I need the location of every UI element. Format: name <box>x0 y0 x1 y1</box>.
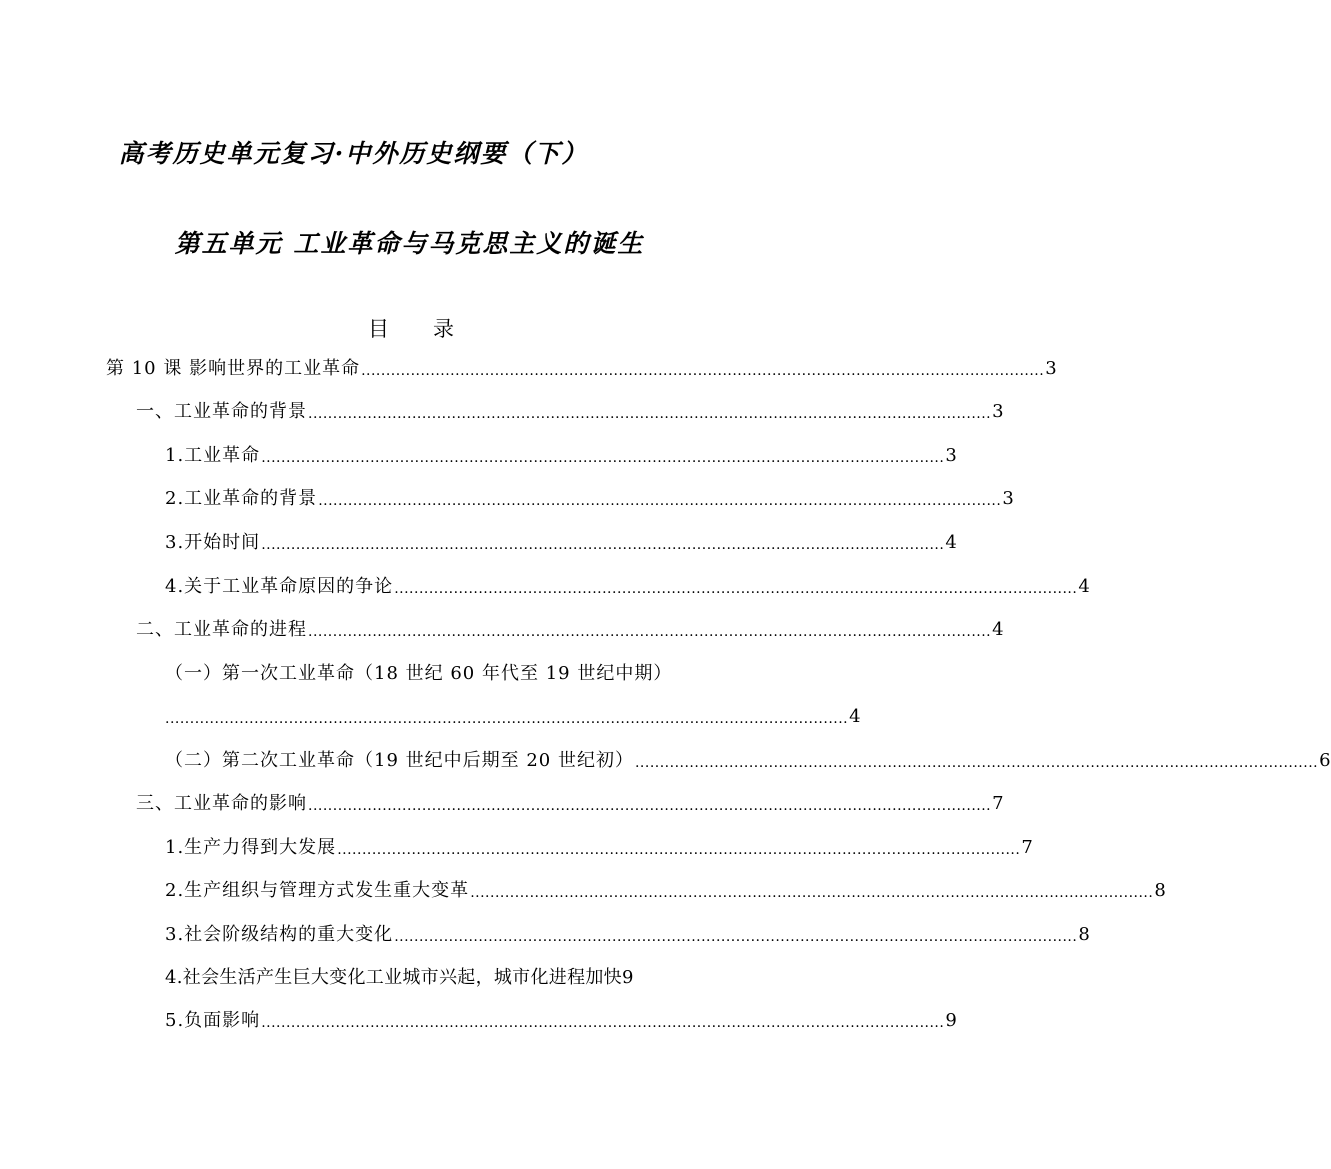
toc-entry[interactable] <box>165 484 1014 514</box>
document-title: 高考历史单元复习·中外历史纲要（下） <box>118 139 589 168</box>
toc-entry[interactable] <box>165 1006 957 1036</box>
toc-page-number: 3 <box>992 401 1004 422</box>
toc-page-number: 9 <box>621 967 634 988</box>
toc-entry[interactable] <box>136 397 1004 427</box>
toc-entry-text: 4.关于工业革命原因的争论 <box>165 576 394 597</box>
toc-page-number: 7 <box>1021 837 1033 858</box>
toc-leader: .......................................................................................................................................... <box>165 711 849 727</box>
toc-page-number: 4 <box>992 619 1004 640</box>
toc-entry-text: 三、工业革命的影响 <box>136 793 307 814</box>
toc-page-number: 6 <box>1319 750 1331 771</box>
toc-entry[interactable] <box>165 659 720 689</box>
toc-leader: .......................................................................................................................................... <box>308 624 992 640</box>
toc-page-number: 8 <box>1154 880 1166 901</box>
toc-entry-text: 2.工业革命的背景 <box>165 488 318 509</box>
toc-page-number: 4 <box>849 706 861 727</box>
toc-page-number: 9 <box>945 1010 957 1031</box>
toc-entry[interactable] <box>165 572 1090 602</box>
toc-page-number: 4 <box>1078 576 1090 597</box>
toc-entry[interactable] <box>165 441 957 471</box>
toc-entry-text: 二、工业革命的进程 <box>136 619 307 640</box>
toc-entry[interactable] <box>165 833 1033 863</box>
toc-page-number: 3 <box>1002 488 1014 509</box>
toc-leader: .......................................................................................................................................... <box>634 755 1319 771</box>
toc-entry-text: （二）第二次工业革命（19 世纪中后期至 20 世纪初） <box>165 750 634 771</box>
toc-heading: 目录 <box>368 317 498 341</box>
toc-entry[interactable] <box>106 354 1057 384</box>
toc-entry-text: 第 10 课 影响世界的工业革命 <box>106 358 361 379</box>
toc-leader: .......................................................................................................................................... <box>261 537 945 553</box>
toc-leader: .......................................................................................................................................... <box>261 450 945 466</box>
unit-title: 第五单元 工业革命与马克思主义的诞生 <box>174 229 645 258</box>
toc-entry[interactable] <box>165 746 1331 776</box>
toc-entry[interactable] <box>136 615 1004 645</box>
toc-entry-text: 3.社会阶级结构的重大变化 <box>165 924 394 945</box>
toc-entry[interactable] <box>165 920 1090 950</box>
toc-entry[interactable] <box>136 789 1004 819</box>
toc-entry[interactable] <box>165 963 727 993</box>
toc-page-number: 8 <box>1078 924 1090 945</box>
toc-leader: .......................................................................................................................................... <box>308 406 992 422</box>
toc-page-number: 4 <box>945 532 957 553</box>
toc-leader: .......................................................................................................................................... <box>470 885 1154 901</box>
toc-entry-text: 5.负面影响 <box>165 1010 261 1031</box>
toc-entry[interactable] <box>165 528 957 558</box>
toc-entry-continuation[interactable] <box>165 702 861 732</box>
toc-entry-text: 一、工业革命的背景 <box>136 401 307 422</box>
toc-leader: .......................................................................................................................................... <box>308 798 992 814</box>
toc-entry-text: 4.社会生活产生巨大变化工业城市兴起，城市化进程加快 <box>165 967 622 988</box>
toc-entry-text: 2.生产组织与管理方式发生重大变革 <box>165 880 470 901</box>
toc-leader: .......................................................................................................................................... <box>318 493 1002 509</box>
toc-leader: .......................................................................................................................................... <box>261 1015 945 1031</box>
toc-entry-text: 3.开始时间 <box>165 532 261 553</box>
toc-page-number: 3 <box>945 445 957 466</box>
toc-leader: .......................................................................................................................................... <box>394 929 1078 945</box>
toc-entry-text: 1.生产力得到大发展 <box>165 837 337 858</box>
toc-page-number: 3 <box>1045 358 1057 379</box>
toc-leader: .......................................................................................................................................... <box>337 842 1021 858</box>
toc-entry[interactable] <box>165 876 1166 906</box>
toc-entry-text: 1.工业革命 <box>165 445 261 466</box>
toc-page-number: 7 <box>992 793 1004 814</box>
toc-leader: .......................................................................................................................................... <box>361 363 1045 379</box>
toc-leader: .......................................................................................................................................... <box>394 581 1078 597</box>
toc-entry-text: （一）第一次工业革命（18 世纪 60 年代至 19 世纪中期） <box>165 663 673 684</box>
